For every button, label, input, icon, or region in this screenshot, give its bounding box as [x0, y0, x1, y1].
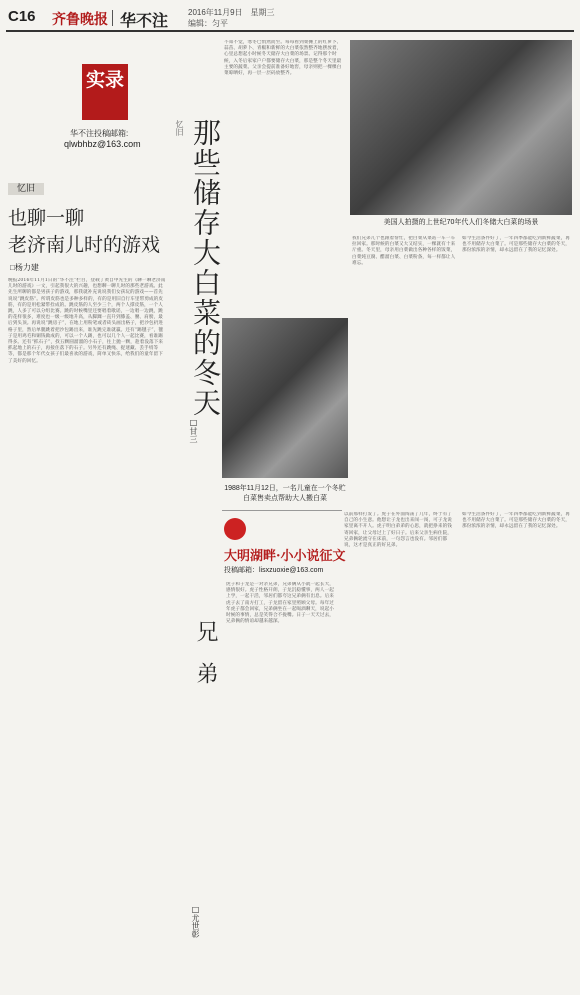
- header-separator: [112, 10, 113, 26]
- column-seal: 实录: [82, 64, 128, 120]
- article1-title-line1: 也聊一聊: [8, 207, 85, 229]
- submission-label: 华不注投稿邮箱:: [70, 129, 129, 138]
- article1-body: 晚报2016年11月1日的“华不注”栏目，登载了黄自中先生的《聊一聊老济南儿时的游戏》一文，引起我很大的兴趣，也想聊一聊儿时的那些老游戏。此先生所聊的都是男孩子的游戏，那我就补充说说我们女孩玩的游戏——首先说说“跳皮筋”。所谓皮筋也是多种多样的，有的是用旧自行车里带剪成的皮筋，有的是用松紧带拴成的。跳皮筋的人至少三个，两个人撑皮筋，一个人跳，人多了可以分组比赛。跳的时候嘴里还要唱着歌谣，一边唱一边跳，跳的花样很多，难度也一级一级地升高，从脚踝一直升到膝盖、腰、肩膀，最后到头顶。再说说“跳房子”，在地上用粉笔或者砖头画出格子，把沙包扔进格子里，然后单腿跳着把沙包踢出来，谁先跳完谁就赢。还有“踢毽子”，毽子是用鸡毛和铜钱做成的，可以一个人踢，也可以几个人一起比赛，看谁踢得多。还有“抓石子”，找五颗圆溜溜的小石子，往上抛一颗，趁着没落下来抓起地上的石子，再接住落下的石子。另外还有跳绳、捉迷藏、丢手绢等等，都是那个年代女孩子们最喜欢的游戏，简单又快乐，给我们的童年留下了美好的回忆。: [8, 278, 166, 364]
- photo-child-cabbage: [222, 318, 348, 478]
- editor: 编辑：匀平: [188, 19, 228, 28]
- article1-author: □杨力建: [10, 263, 39, 272]
- newspaper-name: 齐鲁晚报: [52, 12, 108, 28]
- article2-body-col-a: 不知不觉，寒冬已悄然而至。每每看到菜摊上的红萝卜、蒜苗、胡萝卜、青椒和新鲜的大白菜依然整齐地摆放着，心里总想起小时候冬天储存大白菜的场景。记得那个时候，入冬后家家户户都要储存大白菜，那是整个冬天里最主要的蔬菜。父亲会提前准备好地窖，母亲则把一棵棵白菜晾晒好，再一层一层码放整齐。: [224, 40, 342, 77]
- submission-email: qlwbhbz@163.com: [64, 139, 141, 149]
- contest-title: 大明湖畔·小小说征文: [224, 549, 346, 564]
- column-name: 华不注: [120, 11, 169, 30]
- photo2-caption: 1988年11月12日，一名儿童在一个冬贮白菜售卖点帮助大人搬白菜: [224, 485, 346, 502]
- issue-date: 2016年11月9日 星期三: [188, 8, 275, 17]
- page-number: C16: [8, 8, 36, 25]
- story-body-col2: 以前那样打发了。虎子在外面闯荡了几年，终于有了自己的小生意。他想让子龙也出来闯一闯，可子龙说家里离不开人。虎子明白弟弟的心思，就把挣来的钱寄回家，让父母过上了好日子。后来父亲生病住院，兄弟俩轮流守在床前，一句怨言也没有。邻居们都说，这才是真正的好兄弟。: [344, 512, 452, 549]
- section-tag: 忆旧: [8, 183, 44, 195]
- story-author: □尤世彰: [191, 905, 200, 938]
- article2-author: □甘三: [189, 418, 198, 443]
- article2-body-col-b: 我们兄弟几个也跟着帮忙，把白菜从菜站一车一车拉回家。那时候的白菜又大又结实，一棵就有十来斤重。冬天里，母亲用白菜做出各种各样的饭菜，白菜炖豆腐、醋溜白菜、白菜粉条，每一样都让人难忘。: [352, 236, 456, 266]
- photo-cabbage-storage: [350, 40, 572, 215]
- header-rule: [6, 30, 574, 32]
- story-title: 兄弟: [193, 620, 218, 704]
- contest-divider: [222, 510, 342, 511]
- story-body-col1: 虎子和子龙是一对亲兄弟，兄弟俩从小就一起长大，感情很好。虎子性格开朗，子龙沉稳懂事，两人一起上学，一起干活，邻居们都夸这兄弟俩有出息。后来虎子去了南方打工，子龙留在家里照顾父母。每年过年虎子都会回家，兄弟俩坐在一起喝酒聊天，说起小时候的事情，总是笑得合不拢嘴。日子一天天过去，兄弟俩的情谊却越来越深。: [226, 582, 334, 625]
- article2-tag: 忆旧: [175, 120, 184, 136]
- article1-title-line2: 老济南儿时的游戏: [8, 234, 161, 256]
- article2-body-col-c: 如今生活条件好了，一年四季都能吃到新鲜蔬菜，再也不用储存大白菜了。可是那些储存大白菜的冬天，那份浓浓的亲情，却永远留在了我的记忆深处。: [462, 236, 570, 254]
- photo1-caption: 美国人拍摄的上世纪70年代人们冬储大白菜的场景: [383, 219, 539, 226]
- header-meta: [188, 7, 275, 29]
- article2-title: 那些储存大白菜的冬天: [189, 118, 222, 418]
- contest-logo-icon: [224, 518, 246, 540]
- story-body-col3: 如今生活条件好了，一年四季都能吃到新鲜蔬菜，再也不用储存大白菜了。可是那些储存大白菜的冬天，那份浓浓的亲情，却永远留在了我的记忆深处。: [462, 512, 570, 530]
- contest-email: 投稿邮箱：lisxzuoxie@163.com: [224, 567, 324, 574]
